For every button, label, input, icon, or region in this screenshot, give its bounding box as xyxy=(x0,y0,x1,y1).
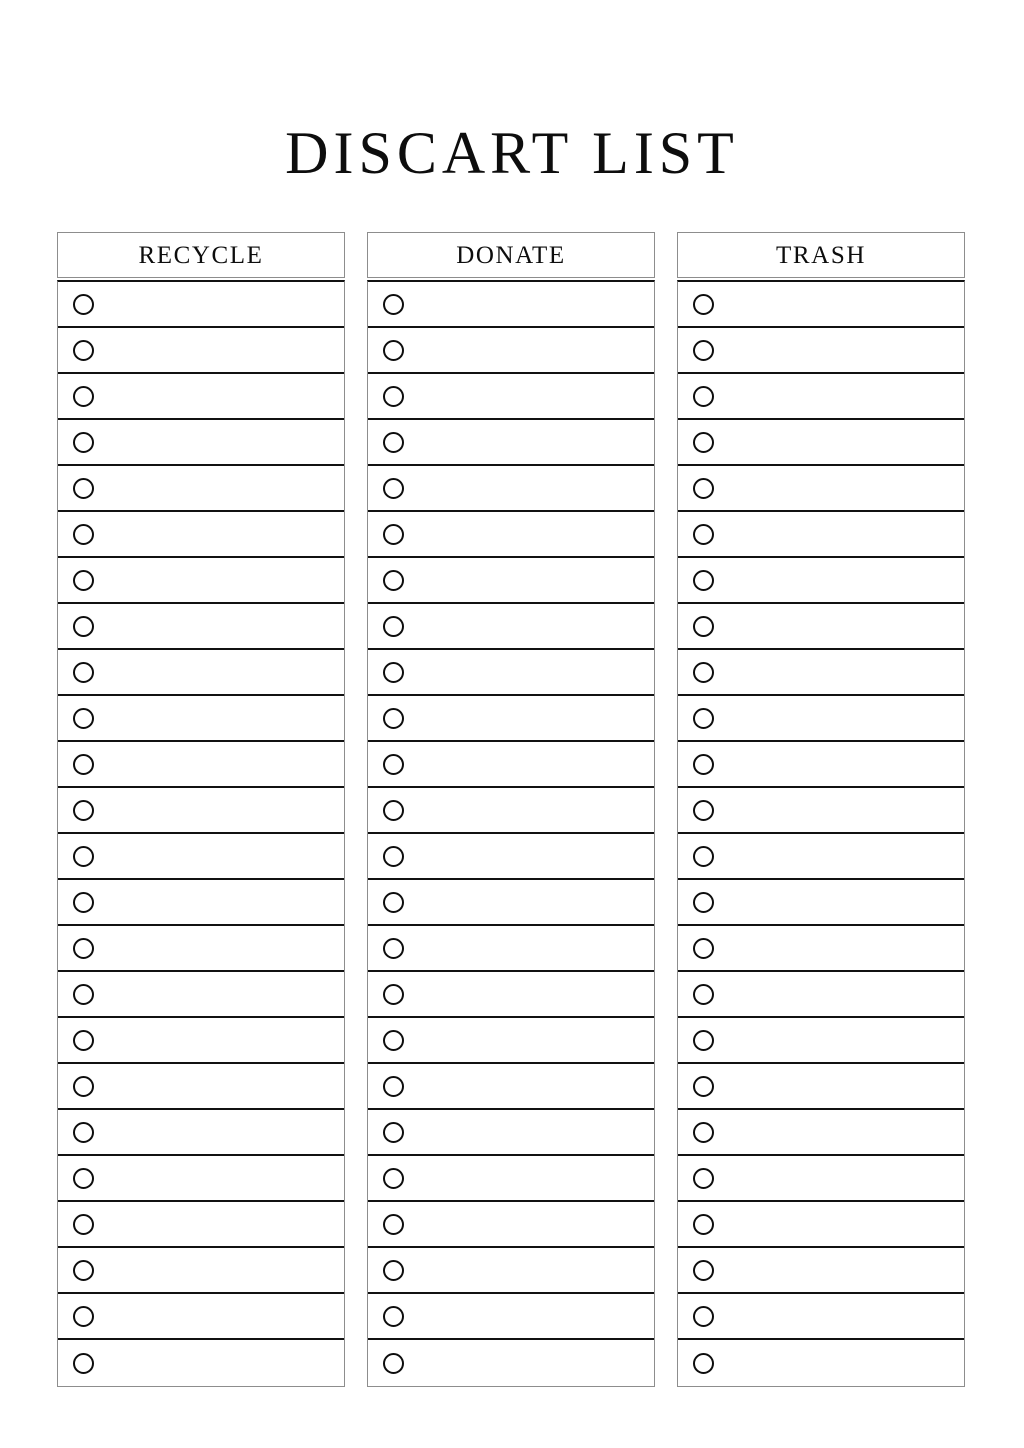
checklist-row[interactable] xyxy=(58,1064,344,1110)
checklist-row-text[interactable] xyxy=(94,604,344,648)
checklist-row[interactable] xyxy=(678,926,964,972)
empty-circle-icon[interactable] xyxy=(383,892,404,913)
checklist-row-text[interactable] xyxy=(404,558,654,602)
checklist-row[interactable] xyxy=(368,374,654,420)
checklist-row[interactable] xyxy=(678,420,964,466)
checklist-row-text[interactable] xyxy=(94,1202,344,1246)
checklist-row[interactable] xyxy=(368,1110,654,1156)
empty-circle-icon[interactable] xyxy=(383,432,404,453)
checklist-row[interactable] xyxy=(58,1248,344,1294)
empty-circle-icon[interactable] xyxy=(73,478,94,499)
empty-circle-icon[interactable] xyxy=(383,478,404,499)
checklist-row-text[interactable] xyxy=(94,328,344,372)
empty-circle-icon[interactable] xyxy=(693,524,714,545)
checklist-row-text[interactable] xyxy=(404,328,654,372)
empty-circle-icon[interactable] xyxy=(383,1260,404,1281)
empty-circle-icon[interactable] xyxy=(383,708,404,729)
checklist-row-text[interactable] xyxy=(714,1110,964,1154)
checklist-row[interactable] xyxy=(368,420,654,466)
checklist-row-text[interactable] xyxy=(94,512,344,556)
empty-circle-icon[interactable] xyxy=(73,846,94,867)
empty-circle-icon[interactable] xyxy=(383,1306,404,1327)
checklist-row-text[interactable] xyxy=(714,420,964,464)
checklist-row[interactable] xyxy=(678,374,964,420)
empty-circle-icon[interactable] xyxy=(73,570,94,591)
checklist-row[interactable] xyxy=(58,558,344,604)
checklist-row-text[interactable] xyxy=(714,742,964,786)
empty-circle-icon[interactable] xyxy=(383,846,404,867)
empty-circle-icon[interactable] xyxy=(73,1076,94,1097)
checklist-row[interactable] xyxy=(368,834,654,880)
checklist-row-text[interactable] xyxy=(404,1110,654,1154)
empty-circle-icon[interactable] xyxy=(383,294,404,315)
checklist-row[interactable] xyxy=(368,466,654,512)
empty-circle-icon[interactable] xyxy=(383,984,404,1005)
checklist-row-text[interactable] xyxy=(94,696,344,740)
checklist-row[interactable] xyxy=(368,1202,654,1248)
checklist-row-text[interactable] xyxy=(714,512,964,556)
column-header-recycle xyxy=(57,232,345,278)
checklist-row[interactable] xyxy=(368,1294,654,1340)
checklist-row-text[interactable] xyxy=(404,788,654,832)
checklist-row[interactable] xyxy=(678,880,964,926)
empty-circle-icon[interactable] xyxy=(73,1214,94,1235)
checklist-row[interactable] xyxy=(368,696,654,742)
checklist-row-text[interactable] xyxy=(714,1018,964,1062)
checklist-row[interactable] xyxy=(368,1156,654,1202)
checklist-row[interactable] xyxy=(678,466,964,512)
checklist-row[interactable] xyxy=(368,926,654,972)
checklist-row[interactable] xyxy=(58,650,344,696)
empty-circle-icon[interactable] xyxy=(73,340,94,361)
checklist-row-text[interactable] xyxy=(714,788,964,832)
column-header-donate xyxy=(367,232,655,278)
empty-circle-icon[interactable] xyxy=(73,984,94,1005)
empty-circle-icon[interactable] xyxy=(693,1030,714,1051)
empty-circle-icon[interactable] xyxy=(73,892,94,913)
checklist-row-text[interactable] xyxy=(714,834,964,878)
checklist-row[interactable] xyxy=(678,328,964,374)
checklist-columns xyxy=(57,232,965,1387)
checklist-row-text[interactable] xyxy=(404,696,654,740)
checklist-row-text[interactable] xyxy=(94,420,344,464)
checklist-row[interactable] xyxy=(58,788,344,834)
checklist-row-text[interactable] xyxy=(714,558,964,602)
checklist-row-text[interactable] xyxy=(714,926,964,970)
checklist-row[interactable] xyxy=(368,512,654,558)
empty-circle-icon[interactable] xyxy=(73,754,94,775)
checklist-row-text[interactable] xyxy=(714,604,964,648)
empty-circle-icon[interactable] xyxy=(73,1168,94,1189)
column-header-trash xyxy=(677,232,965,278)
checklist-row-text[interactable] xyxy=(404,512,654,556)
checklist-row-text[interactable] xyxy=(94,466,344,510)
checklist-row[interactable] xyxy=(58,466,344,512)
checklist-row-text[interactable] xyxy=(714,1064,964,1108)
checklist-row[interactable] xyxy=(368,282,654,328)
checklist-rows-recycle xyxy=(57,280,345,1387)
checklist-row[interactable] xyxy=(368,650,654,696)
checklist-row[interactable] xyxy=(678,834,964,880)
checklist-row[interactable] xyxy=(678,788,964,834)
checklist-row[interactable] xyxy=(368,1340,654,1386)
checklist-row[interactable] xyxy=(58,880,344,926)
checklist-row[interactable] xyxy=(58,972,344,1018)
empty-circle-icon[interactable] xyxy=(693,846,714,867)
column-header-label: TRASH xyxy=(776,241,866,269)
empty-circle-icon[interactable] xyxy=(73,1306,94,1327)
checklist-row-text[interactable] xyxy=(94,1064,344,1108)
empty-circle-icon[interactable] xyxy=(383,662,404,683)
checklist-row[interactable] xyxy=(678,512,964,558)
checklist-row-text[interactable] xyxy=(714,880,964,924)
empty-circle-icon[interactable] xyxy=(73,800,94,821)
empty-circle-icon[interactable] xyxy=(73,708,94,729)
empty-circle-icon[interactable] xyxy=(693,432,714,453)
empty-circle-icon[interactable] xyxy=(383,570,404,591)
empty-circle-icon[interactable] xyxy=(383,754,404,775)
checklist-row-text[interactable] xyxy=(404,282,654,326)
checklist-row-text[interactable] xyxy=(404,1248,654,1292)
checklist-row-text[interactable] xyxy=(714,650,964,694)
checklist-row-text[interactable] xyxy=(94,742,344,786)
checklist-row[interactable] xyxy=(58,420,344,466)
column-header-label: DONATE xyxy=(456,241,566,269)
checklist-row-text[interactable] xyxy=(714,1156,964,1200)
empty-circle-icon[interactable] xyxy=(383,340,404,361)
checklist-row-text[interactable] xyxy=(94,1110,344,1154)
checklist-row[interactable] xyxy=(678,282,964,328)
checklist-row[interactable] xyxy=(678,696,964,742)
checklist-row[interactable] xyxy=(368,604,654,650)
checklist-row[interactable] xyxy=(58,696,344,742)
checklist-row[interactable] xyxy=(368,972,654,1018)
empty-circle-icon[interactable] xyxy=(383,938,404,959)
empty-circle-icon[interactable] xyxy=(693,1122,714,1143)
checklist-row-text[interactable] xyxy=(94,788,344,832)
checklist-row[interactable] xyxy=(368,880,654,926)
checklist-row-text[interactable] xyxy=(404,420,654,464)
checklist-row[interactable] xyxy=(368,1018,654,1064)
empty-circle-icon[interactable] xyxy=(693,938,714,959)
empty-circle-icon[interactable] xyxy=(383,1122,404,1143)
checklist-row-text[interactable] xyxy=(94,926,344,970)
checklist-row[interactable] xyxy=(58,328,344,374)
empty-circle-icon[interactable] xyxy=(693,1260,714,1281)
checklist-row-text[interactable] xyxy=(404,466,654,510)
empty-circle-icon[interactable] xyxy=(693,800,714,821)
empty-circle-icon[interactable] xyxy=(693,708,714,729)
checklist-row[interactable] xyxy=(368,558,654,604)
checklist-row-text[interactable] xyxy=(94,1156,344,1200)
empty-circle-icon[interactable] xyxy=(693,1353,714,1374)
checklist-row-text[interactable] xyxy=(404,926,654,970)
empty-circle-icon[interactable] xyxy=(383,1030,404,1051)
checklist-row-text[interactable] xyxy=(404,972,654,1016)
checklist-row-text[interactable] xyxy=(714,282,964,326)
empty-circle-icon[interactable] xyxy=(693,1214,714,1235)
checklist-row-text[interactable] xyxy=(94,1294,344,1338)
checklist-row-text[interactable] xyxy=(404,880,654,924)
empty-circle-icon[interactable] xyxy=(693,1306,714,1327)
checklist-column-trash xyxy=(677,232,965,1387)
checklist-row[interactable] xyxy=(678,972,964,1018)
checklist-row-text[interactable] xyxy=(714,374,964,418)
checklist-row-text[interactable] xyxy=(714,328,964,372)
checklist-row[interactable] xyxy=(678,604,964,650)
checklist-row-text[interactable] xyxy=(404,1018,654,1062)
empty-circle-icon[interactable] xyxy=(693,386,714,407)
checklist-row[interactable] xyxy=(58,512,344,558)
checklist-row-text[interactable] xyxy=(94,1340,344,1386)
empty-circle-icon[interactable] xyxy=(73,938,94,959)
checklist-row-text[interactable] xyxy=(94,1018,344,1062)
empty-circle-icon[interactable] xyxy=(383,1168,404,1189)
checklist-row[interactable] xyxy=(58,282,344,328)
checklist-row-text[interactable] xyxy=(404,742,654,786)
checklist-row[interactable] xyxy=(58,1340,344,1386)
checklist-row-text[interactable] xyxy=(714,1248,964,1292)
checklist-row-text[interactable] xyxy=(714,696,964,740)
checklist-row[interactable] xyxy=(368,1248,654,1294)
empty-circle-icon[interactable] xyxy=(73,524,94,545)
checklist-row-text[interactable] xyxy=(404,374,654,418)
checklist-row[interactable] xyxy=(678,558,964,604)
empty-circle-icon[interactable] xyxy=(693,892,714,913)
checklist-row[interactable] xyxy=(368,742,654,788)
empty-circle-icon[interactable] xyxy=(693,1168,714,1189)
empty-circle-icon[interactable] xyxy=(693,570,714,591)
empty-circle-icon[interactable] xyxy=(693,616,714,637)
checklist-row-text[interactable] xyxy=(404,1064,654,1108)
checklist-row[interactable] xyxy=(58,926,344,972)
empty-circle-icon[interactable] xyxy=(383,1076,404,1097)
checklist-row-text[interactable] xyxy=(94,282,344,326)
empty-circle-icon[interactable] xyxy=(693,662,714,683)
empty-circle-icon[interactable] xyxy=(693,340,714,361)
checklist-row[interactable] xyxy=(678,742,964,788)
empty-circle-icon[interactable] xyxy=(73,616,94,637)
checklist-row[interactable] xyxy=(368,328,654,374)
checklist-row-text[interactable] xyxy=(714,1202,964,1246)
checklist-row-text[interactable] xyxy=(714,466,964,510)
page-title: DISCART LIST xyxy=(285,120,739,187)
checklist-row[interactable] xyxy=(58,1110,344,1156)
checklist-row-text[interactable] xyxy=(94,880,344,924)
checklist-column-donate xyxy=(367,232,655,1387)
empty-circle-icon[interactable] xyxy=(383,386,404,407)
checklist-row[interactable] xyxy=(58,1156,344,1202)
empty-circle-icon[interactable] xyxy=(73,1353,94,1374)
checklist-row-text[interactable] xyxy=(94,1248,344,1292)
empty-circle-icon[interactable] xyxy=(693,984,714,1005)
checklist-row-text[interactable] xyxy=(404,1156,654,1200)
checklist-row-text[interactable] xyxy=(714,972,964,1016)
checklist-row[interactable] xyxy=(368,788,654,834)
checklist-row-text[interactable] xyxy=(404,1294,654,1338)
checklist-row[interactable] xyxy=(678,1110,964,1156)
checklist-row-text[interactable] xyxy=(714,1294,964,1338)
empty-circle-icon[interactable] xyxy=(693,478,714,499)
checklist-row[interactable] xyxy=(678,1156,964,1202)
empty-circle-icon[interactable] xyxy=(693,754,714,775)
empty-circle-icon[interactable] xyxy=(73,662,94,683)
empty-circle-icon[interactable] xyxy=(693,294,714,315)
checklist-row[interactable] xyxy=(58,834,344,880)
checklist-row-text[interactable] xyxy=(404,834,654,878)
checklist-row-text[interactable] xyxy=(94,650,344,694)
checklist-row[interactable] xyxy=(58,1294,344,1340)
checklist-rows-donate xyxy=(367,280,655,1387)
checklist-row[interactable] xyxy=(58,1202,344,1248)
checklist-row-text[interactable] xyxy=(404,1202,654,1246)
empty-circle-icon[interactable] xyxy=(73,432,94,453)
checklist-column-recycle xyxy=(57,232,345,1387)
empty-circle-icon[interactable] xyxy=(383,616,404,637)
checklist-row-text[interactable] xyxy=(94,374,344,418)
empty-circle-icon[interactable] xyxy=(383,800,404,821)
empty-circle-icon[interactable] xyxy=(73,1030,94,1051)
checklist-row[interactable] xyxy=(678,1202,964,1248)
checklist-row[interactable] xyxy=(58,374,344,420)
empty-circle-icon[interactable] xyxy=(73,386,94,407)
checklist-row-text[interactable] xyxy=(94,558,344,602)
checklist-row-text[interactable] xyxy=(404,650,654,694)
checklist-row[interactable] xyxy=(678,1248,964,1294)
checklist-row[interactable] xyxy=(678,1340,964,1386)
empty-circle-icon[interactable] xyxy=(383,1353,404,1374)
empty-circle-icon[interactable] xyxy=(383,524,404,545)
empty-circle-icon[interactable] xyxy=(693,1076,714,1097)
checklist-row[interactable] xyxy=(678,1064,964,1110)
checklist-row[interactable] xyxy=(58,1018,344,1064)
checklist-row[interactable] xyxy=(678,1294,964,1340)
checklist-row-text[interactable] xyxy=(404,604,654,648)
checklist-row-text[interactable] xyxy=(714,1340,964,1386)
checklist-row[interactable] xyxy=(58,604,344,650)
checklist-row-text[interactable] xyxy=(404,1340,654,1386)
column-header-label: RECYCLE xyxy=(138,241,264,269)
empty-circle-icon[interactable] xyxy=(73,1260,94,1281)
empty-circle-icon[interactable] xyxy=(73,294,94,315)
checklist-row[interactable] xyxy=(678,1018,964,1064)
checklist-row[interactable] xyxy=(678,650,964,696)
checklist-row-text[interactable] xyxy=(94,834,344,878)
empty-circle-icon[interactable] xyxy=(383,1214,404,1235)
empty-circle-icon[interactable] xyxy=(73,1122,94,1143)
checklist-row[interactable] xyxy=(58,742,344,788)
checklist-row-text[interactable] xyxy=(94,972,344,1016)
checklist-row[interactable] xyxy=(368,1064,654,1110)
checklist-rows-trash xyxy=(677,280,965,1387)
